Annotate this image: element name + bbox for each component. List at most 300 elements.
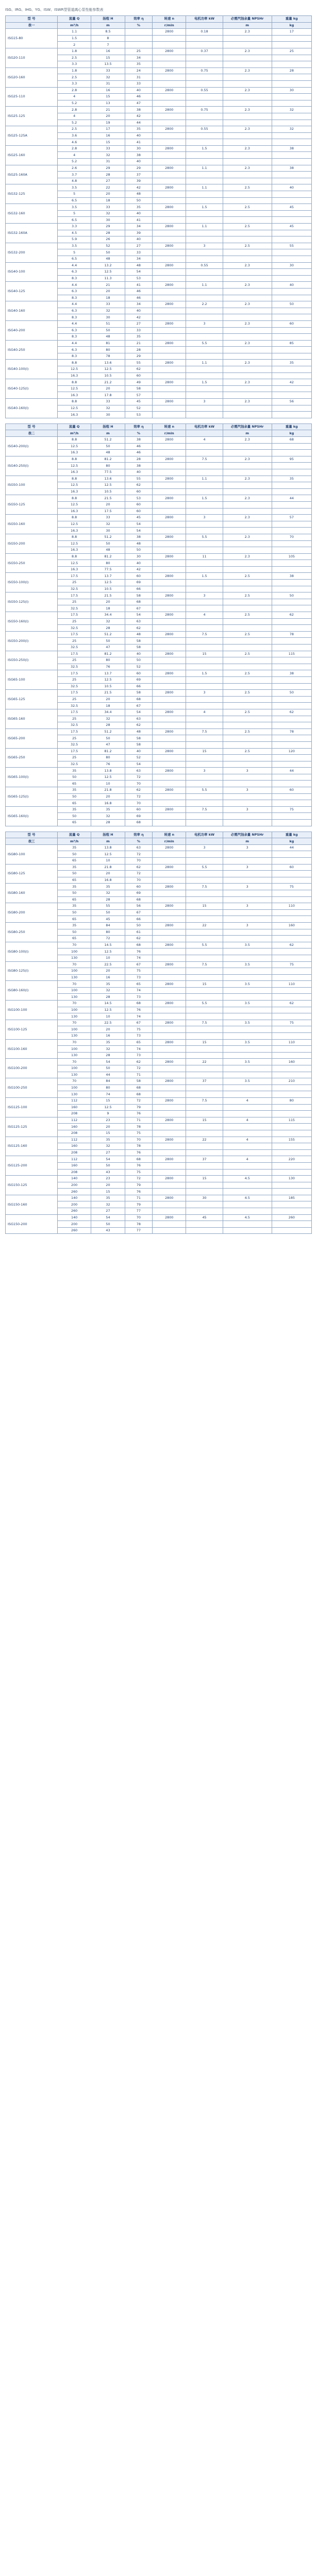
model-cell: ISG50-125(I) — [6, 592, 58, 612]
table-cell — [153, 463, 186, 469]
table-cell: 12.5 — [91, 774, 125, 781]
table-cell — [153, 955, 186, 961]
table-cell — [272, 909, 311, 916]
table-cell: 43 — [91, 1169, 125, 1176]
table-cell — [153, 159, 186, 165]
table-cell: 18 — [91, 605, 125, 612]
table-cell: 2800 — [153, 670, 186, 677]
table-row — [6, 67, 312, 74]
table-cell: 8.8 — [57, 534, 91, 540]
table-cell — [186, 987, 223, 994]
table-cell — [272, 327, 311, 334]
table-cell: 20 — [91, 288, 125, 295]
table-cell: 19 — [91, 120, 125, 126]
table-cell — [223, 800, 272, 807]
table-cell: 12.5 — [57, 560, 91, 567]
table-cell: 50 — [91, 443, 125, 450]
unit-header: m — [91, 838, 125, 845]
table-cell — [186, 605, 223, 612]
table-cell: 2.3 — [223, 360, 272, 366]
table-cell — [272, 178, 311, 184]
table-cell — [272, 929, 311, 936]
model-cell: ISG65-200 — [6, 728, 58, 748]
table-cell — [153, 35, 186, 42]
table-cell — [272, 800, 311, 807]
table-cell — [223, 1227, 272, 1234]
table-cell: 50 — [272, 592, 311, 599]
table-cell: 17.5 — [57, 651, 91, 657]
table-cell: 3 — [186, 592, 223, 599]
table-cell — [223, 488, 272, 495]
table-cell: 5 — [57, 210, 91, 217]
table-cell: 32.5 — [57, 664, 91, 670]
table-cell: 62 — [125, 625, 152, 632]
table-cell: 71 — [125, 1117, 152, 1124]
table-cell — [153, 61, 186, 68]
table-cell: 50 — [91, 1221, 125, 1228]
table-cell — [153, 197, 186, 204]
table-cell: 16.8 — [91, 877, 125, 884]
table-cell: 26 — [91, 236, 125, 243]
table-cell — [272, 347, 311, 353]
table-cell: 5.5 — [186, 864, 223, 871]
table-cell: 72 — [125, 774, 152, 781]
table-cell: 44 — [272, 495, 311, 502]
table-cell: 12.5 — [57, 463, 91, 469]
table-cell: 32 — [91, 1143, 125, 1150]
table-cell — [153, 605, 186, 612]
table-cell: 79 — [125, 1182, 152, 1189]
table-cell: 10.5 — [91, 586, 125, 592]
table-row — [6, 184, 312, 191]
table-cell — [223, 295, 272, 301]
table-cell: 50 — [272, 690, 311, 697]
table-cell — [153, 528, 186, 534]
table-cell — [186, 890, 223, 896]
unit-header: kg — [272, 22, 311, 29]
table-cell: 55 — [125, 360, 152, 366]
table-row — [6, 165, 312, 172]
table-cell — [186, 113, 223, 120]
table-cell — [272, 1026, 311, 1033]
table-cell: 3 — [223, 787, 272, 794]
table-cell — [223, 1182, 272, 1189]
table-row — [6, 29, 312, 36]
table-cell: 95 — [272, 456, 311, 463]
unit-header: kg — [272, 430, 311, 437]
table-cell: 2.3 — [223, 67, 272, 74]
table-cell: 32.5 — [57, 741, 91, 748]
table-cell: 17.5 — [57, 631, 91, 638]
table-cell: 34 — [125, 224, 152, 230]
table-cell: 27 — [91, 1208, 125, 1215]
table-cell: 77 — [125, 1208, 152, 1215]
table-cell: 2.3 — [223, 399, 272, 405]
table-cell: 160 — [272, 1059, 311, 1065]
table-cell — [186, 230, 223, 236]
table-cell: 17.5 — [57, 592, 91, 599]
model-cell: ISG40-160(I) — [6, 399, 58, 418]
table-cell: 220 — [272, 1156, 311, 1163]
column-header: 必需汽蚀余量 NPSHr — [223, 423, 272, 430]
table-cell — [272, 580, 311, 586]
table-cell: 2.3 — [223, 456, 272, 463]
table-cell — [186, 269, 223, 276]
table-cell: 210 — [272, 1078, 311, 1085]
table-cell: 13.7 — [91, 573, 125, 580]
table-cell — [186, 968, 223, 975]
table-cell — [153, 871, 186, 877]
table-cell — [186, 683, 223, 690]
document-title: ISG、IRG、IHG、YG、ISW、ISWR型管道离心泵性能参数表 — [5, 8, 104, 12]
table-cell — [186, 1149, 223, 1156]
table-cell: 76 — [125, 1162, 152, 1169]
table-cell: 2800 — [153, 204, 186, 211]
table-cell — [272, 159, 311, 165]
table-cell: 3.7 — [57, 172, 91, 178]
model-cell: ISG80-100(I) — [6, 942, 58, 961]
table-cell: 2800 — [153, 1059, 186, 1065]
table-cell — [272, 1052, 311, 1059]
table-cell — [223, 755, 272, 761]
table-cell: 8 — [91, 35, 125, 42]
table-cell: 15 — [91, 55, 125, 61]
table-cell: 41 — [125, 282, 152, 289]
table-cell — [223, 405, 272, 412]
table-cell: 32 — [91, 1201, 125, 1208]
table-cell — [186, 1162, 223, 1169]
table-cell: 21.2 — [91, 379, 125, 386]
table-cell: 21.5 — [91, 592, 125, 599]
table-cell — [272, 100, 311, 107]
unit-header — [186, 838, 223, 845]
table-cell — [186, 152, 223, 159]
table-cell — [223, 741, 272, 748]
table-cell: 4.4 — [57, 301, 91, 308]
table-cell: 34.4 — [91, 612, 125, 619]
table-cell — [186, 820, 223, 826]
table-cell — [223, 366, 272, 373]
table-cell — [223, 657, 272, 664]
table-cell — [272, 1007, 311, 1013]
table-cell — [153, 813, 186, 820]
table-cell — [223, 159, 272, 165]
table-cell — [186, 334, 223, 341]
table-cell: 50 — [91, 249, 125, 256]
table-cell: 75 — [272, 884, 311, 890]
table-cell: 115 — [272, 1117, 311, 1124]
table-cell: 80 — [91, 657, 125, 664]
table-cell — [153, 172, 186, 178]
table-cell — [223, 540, 272, 547]
table-cell: 30 — [91, 528, 125, 534]
table-cell: 12.5 — [91, 676, 125, 683]
table-cell: 32.5 — [57, 586, 91, 592]
model-cell: ISG50-160 — [6, 515, 58, 534]
table-cell: 6.5 — [57, 217, 91, 224]
table-cell — [223, 625, 272, 632]
table-cell: 2.3 — [223, 262, 272, 269]
table-cell: 60 — [272, 864, 311, 871]
table-cell — [153, 308, 186, 314]
table-cell — [186, 469, 223, 476]
table-cell: 3.5 — [223, 961, 272, 968]
table-row — [6, 903, 312, 910]
table-cell — [272, 469, 311, 476]
table-cell: 32.5 — [57, 625, 91, 632]
table-cell — [153, 735, 186, 742]
table-cell: 81.2 — [91, 456, 125, 463]
table-row — [6, 690, 312, 697]
table-cell — [223, 703, 272, 709]
table-cell: 208 — [57, 1149, 91, 1156]
table-cell: 81.2 — [91, 748, 125, 755]
table-cell — [272, 645, 311, 651]
table-cell: 32 — [91, 521, 125, 528]
column-header: 转速 n — [153, 16, 186, 23]
table-cell: 70 — [57, 961, 91, 968]
table-cell: 130 — [57, 1013, 91, 1020]
table-cell: 2800 — [153, 981, 186, 988]
table-cell — [186, 295, 223, 301]
table-cell: 4 — [57, 94, 91, 100]
table-cell: 21 — [91, 107, 125, 113]
table-cell: 69 — [125, 676, 152, 683]
table-cell: 32 — [91, 308, 125, 314]
table-cell: 30 — [91, 217, 125, 224]
table-cell — [272, 741, 311, 748]
table-row — [6, 844, 312, 851]
table-cell: 25 — [272, 48, 311, 55]
table-cell — [186, 813, 223, 820]
table-cell: 35 — [57, 903, 91, 910]
model-cell: ISG50-250(I) — [6, 651, 58, 670]
table-cell: 62 — [272, 709, 311, 716]
table-cell: 5.5 — [186, 534, 223, 540]
table-cell: 50 — [91, 735, 125, 742]
table-cell: 15 — [186, 1039, 223, 1046]
table-cell: 60 — [125, 488, 152, 495]
table-cell: 2800 — [153, 806, 186, 813]
model-cell: ISG100-250 — [6, 1078, 58, 1098]
table-cell: 130 — [57, 1072, 91, 1078]
table-cell: 74 — [91, 1091, 125, 1098]
header-row — [6, 423, 312, 430]
table-cell: 2800 — [153, 67, 186, 74]
table-cell — [223, 586, 272, 592]
table-cell: 46 — [125, 94, 152, 100]
table-cell: 31 — [91, 159, 125, 165]
table-cell — [223, 909, 272, 916]
table-cell: 1.1 — [186, 360, 223, 366]
table-row — [6, 87, 312, 94]
table-cell — [153, 948, 186, 955]
table-cell: 12.5 — [57, 366, 91, 373]
table-cell: 20 — [91, 871, 125, 877]
table-cell: 2.5 — [223, 651, 272, 657]
table-cell: 68 — [125, 1156, 152, 1163]
table-cell: 35 — [272, 476, 311, 482]
table-cell: 35 — [57, 864, 91, 871]
table-cell — [153, 560, 186, 567]
column-header: 型 号 — [6, 832, 58, 838]
table-cell — [223, 877, 272, 884]
table-cell — [186, 120, 223, 126]
table-cell: 2800 — [153, 1078, 186, 1085]
table-cell — [272, 987, 311, 994]
table-cell: 50 — [57, 851, 91, 858]
table-cell — [223, 392, 272, 399]
table-row — [6, 961, 312, 968]
table-cell: 2800 — [153, 340, 186, 347]
table-cell — [186, 1182, 223, 1189]
table-cell: 2.8 — [57, 107, 91, 113]
table-cell: 61 — [125, 929, 152, 936]
table-cell: 2800 — [153, 709, 186, 716]
table-cell: 44 — [91, 1072, 125, 1078]
table-cell: 12.5 — [91, 1007, 125, 1013]
table-cell — [153, 877, 186, 884]
model-cell: ISG32-200 — [6, 243, 58, 262]
table-cell: 76 — [91, 761, 125, 768]
table-cell: 37 — [186, 1156, 223, 1163]
table-cell: 208 — [57, 1111, 91, 1117]
table-row — [6, 379, 312, 386]
table-cell — [272, 1208, 311, 1215]
table-cell: 71 — [125, 1195, 152, 1201]
table-cell — [223, 269, 272, 276]
table-cell: 74 — [125, 955, 152, 961]
table-cell — [223, 120, 272, 126]
unit-header: r/min — [153, 838, 186, 845]
table-cell: 2.5 — [223, 728, 272, 735]
table-cell: 68 — [125, 696, 152, 703]
table-cell: 4.5 — [223, 1214, 272, 1221]
table-cell: 4.4 — [57, 320, 91, 327]
table-cell: 2800 — [153, 903, 186, 910]
table-cell: 30 — [125, 145, 152, 152]
table-row — [6, 553, 312, 560]
table-cell: 0.75 — [186, 67, 223, 74]
table-cell — [223, 132, 272, 139]
table-cell: 72 — [125, 793, 152, 800]
table-cell: 4 — [57, 152, 91, 159]
table-cell — [186, 851, 223, 858]
table-cell: 46 — [125, 443, 152, 450]
table-cell — [223, 1208, 272, 1215]
table-row — [6, 768, 312, 774]
table-row — [6, 301, 312, 308]
table-cell: 2800 — [153, 107, 186, 113]
table-cell — [272, 781, 311, 787]
table-cell: 20 — [91, 1026, 125, 1033]
model-cell: ISG32-160A — [6, 224, 58, 243]
table-cell — [223, 139, 272, 146]
table-cell — [223, 1104, 272, 1111]
table-cell: 100 — [57, 1007, 91, 1013]
table-cell — [153, 210, 186, 217]
table-cell: 63 — [125, 618, 152, 625]
table-cell: 76 — [125, 1149, 152, 1156]
unit-header: % — [125, 430, 152, 437]
table-cell: 51.2 — [91, 437, 125, 444]
table-cell: 58 — [125, 592, 152, 599]
table-cell: 2.6 — [57, 165, 91, 172]
table-cell: 60 — [125, 884, 152, 890]
table-cell: 8.8 — [57, 360, 91, 366]
table-cell: 8.3 — [57, 353, 91, 360]
table-cell: 2800 — [153, 864, 186, 871]
table-cell: 30 — [272, 87, 311, 94]
model-cell: ISG25-160 — [6, 145, 58, 165]
table-cell: 14.5 — [91, 1001, 125, 1007]
table-cell: 41 — [125, 217, 152, 224]
table-cell: 78 — [125, 1221, 152, 1228]
unit-header: r/min — [153, 22, 186, 29]
table-cell — [223, 948, 272, 955]
table-cell: 70 — [57, 981, 91, 988]
table-cell: 29 — [125, 165, 152, 172]
table-cell — [223, 35, 272, 42]
table-cell — [153, 1149, 186, 1156]
table-cell: 16.3 — [57, 372, 91, 379]
table-cell — [153, 521, 186, 528]
table-cell: 47 — [91, 741, 125, 748]
table-cell: 4.4 — [57, 340, 91, 347]
table-cell — [223, 968, 272, 975]
table-cell: 25 — [57, 657, 91, 664]
table-cell — [272, 197, 311, 204]
table-cell: 40 — [125, 651, 152, 657]
table-cell — [272, 366, 311, 373]
table-cell — [186, 256, 223, 262]
table-cell: 16.8 — [91, 800, 125, 807]
table-cell: 31 — [125, 74, 152, 81]
table-cell: 33 — [125, 80, 152, 87]
table-cell: 3 — [186, 768, 223, 774]
table-cell: 72 — [125, 1065, 152, 1072]
table-cell — [223, 1124, 272, 1130]
table-cell: 75 — [125, 1130, 152, 1137]
table-cell: 45 — [272, 204, 311, 211]
table-cell: 3.5 — [223, 1020, 272, 1026]
table-cell — [153, 1189, 186, 1195]
table-cell — [153, 412, 186, 418]
table-cell: 12.5 — [91, 1104, 125, 1111]
table-cell: 41 — [125, 139, 152, 146]
table-cell: 16 — [91, 1033, 125, 1040]
table-cell — [153, 217, 186, 224]
table-cell: 33 — [125, 249, 152, 256]
table-cell — [272, 1143, 311, 1150]
table-cell: 21 — [125, 340, 152, 347]
table-cell: 65 — [57, 781, 91, 787]
table-cell — [153, 586, 186, 592]
model-cell: ISG80-100 — [6, 844, 58, 864]
table-cell: 32 — [91, 716, 125, 722]
table-cell — [153, 781, 186, 787]
table-cell: 17.5 — [57, 748, 91, 755]
table-cell: 35 — [57, 922, 91, 929]
table-cell: 4.4 — [57, 282, 91, 289]
table-cell: 28 — [125, 456, 152, 463]
table-cell: 17.5 — [57, 709, 91, 716]
table-cell — [272, 1149, 311, 1156]
table-cell: 2800 — [153, 1039, 186, 1046]
table-cell: 63 — [125, 716, 152, 722]
table-cell: 5 — [57, 191, 91, 198]
table-cell: 2800 — [153, 87, 186, 94]
